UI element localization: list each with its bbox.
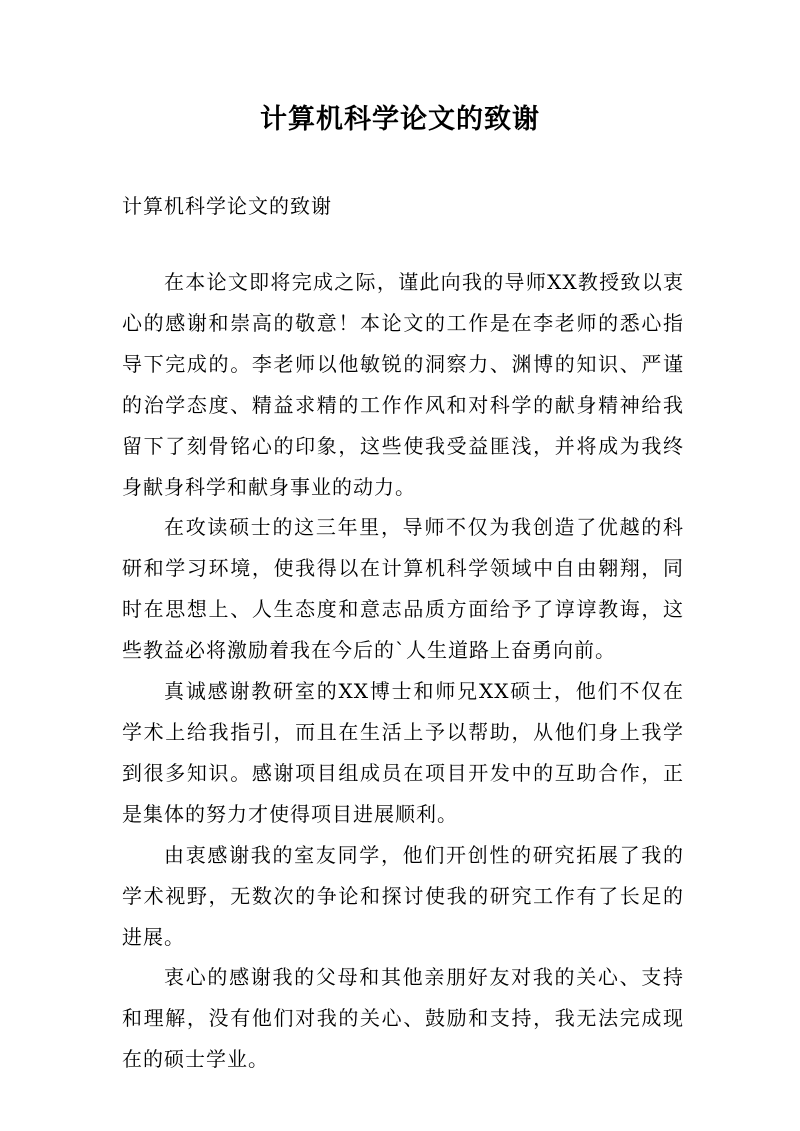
paragraph: 真诚感谢教研室的XX博士和师兄XX硕士，他们不仅在学术上给我指引，而且在生活上予以帮助，从他们身上我学到很多知识。感谢项目组成员在项目开发中的互助合作，正是集体的努力才使得项目进展顺利。 xyxy=(122,679,684,826)
paragraph: 在攻读硕士的这三年里，导师不仅为我创造了优越的科研和学习环境，使我得以在计算机科学领域中自由翱翔，同时在思想上、人生态度和意志品质方面给予了谆谆教诲，这些教益必将激励着我在今后的`人生道路上奋勇向前。 xyxy=(122,515,684,663)
paragraph: 衷心的感谢我的父母和其他亲朋好友对我的关心、支持和理解，没有他们对我的关心、鼓励和支持，我无法完成现在的硕士学业。 xyxy=(122,965,684,1072)
document-title: 计算机科学论文的致谢 xyxy=(260,104,540,135)
document-subtitle: 计算机科学论文的致谢 xyxy=(122,194,332,218)
paragraph: 由衷感谢我的室友同学，他们开创性的研究拓展了我的学术视野，无数次的争论和探讨使我的研究工作有了长足的进展。 xyxy=(122,842,684,949)
paragraph: 在本论文即将完成之际，谨此向我的导师XX教授致以衷心的感谢和崇高的敬意！本论文的工作是在李老师的悉心指导下完成的。李老师以他敏锐的洞察力、渊博的知识、严谨的治学态度、精益求精的工作作风和对科学的献身精神给我留下了刻骨铭心的印象，这些使我受益匪浅，并将成为我终身献身科学和献身事业的动力。 xyxy=(122,270,684,499)
document-body xyxy=(122,262,684,1080)
